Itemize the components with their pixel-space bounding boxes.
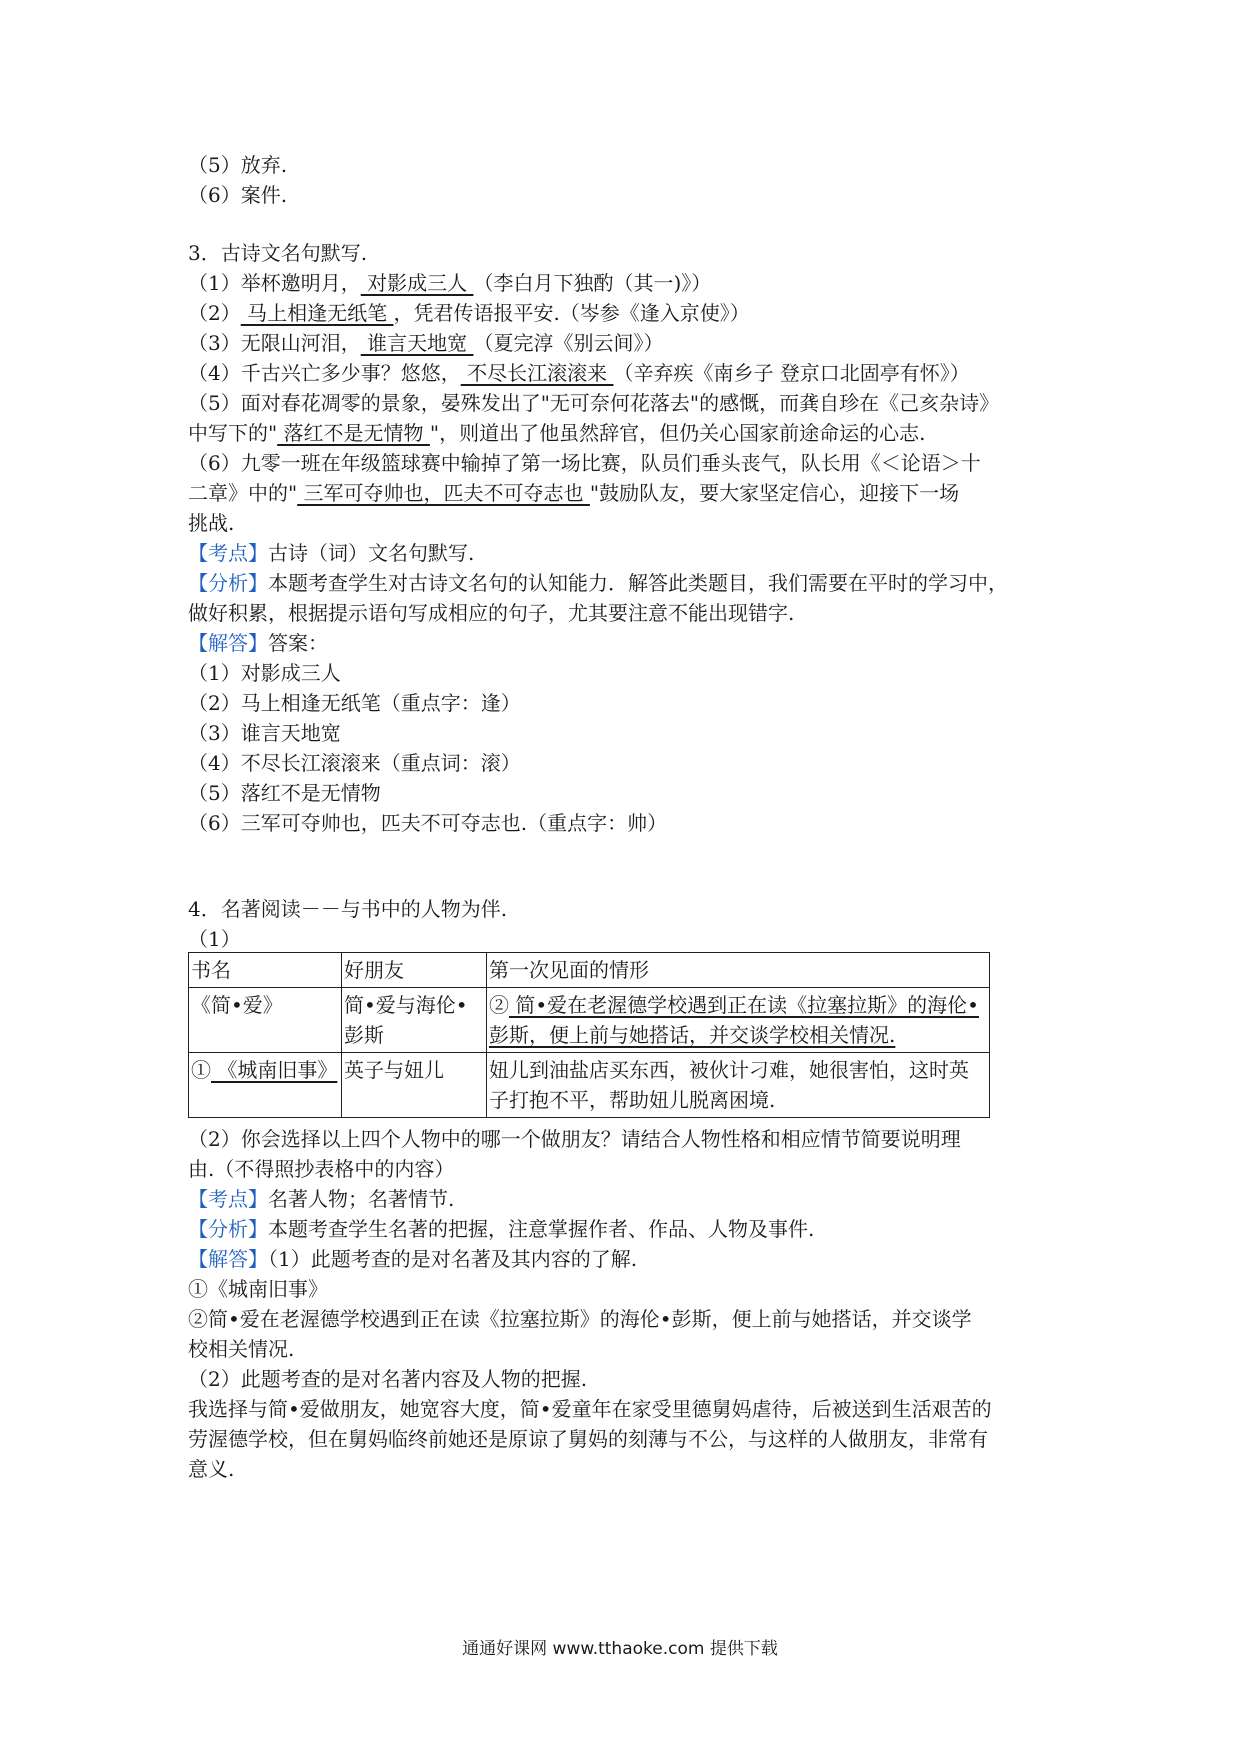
q3-answer-5: （5）落红不是无情物	[188, 781, 381, 805]
q3-l6-prompt: 中写下的"	[188, 421, 278, 445]
kaodian-tag: 【考点】	[188, 541, 268, 565]
q4-sub-2: （2）你会选择以上四个人物中的哪一个做朋友？请结合人物性格和相应情节简要说明理	[188, 1127, 961, 1151]
q4-kaodian	[188, 1184, 454, 1214]
fenxi-text: 本题考查学生名著的把握，注意掌握作者、作品、人物及事件.	[268, 1217, 815, 1241]
q3-answer-6: （6）三军可夺帅也，匹夫不可夺志也.（重点字：帅）	[188, 811, 668, 835]
table-header-cell: 第一次见面的情形	[487, 953, 990, 988]
q3-line-2	[188, 298, 750, 328]
table-cell: 简•爱与海伦•彭斯	[342, 988, 487, 1053]
jieda-tag: 【解答】	[188, 631, 268, 655]
fenxi-text: 本题考查学生对古诗文名句的认知能力．解答此类题目，我们需要在平时的学习中，	[268, 571, 1008, 595]
q3-l3-source: （夏完淳《别云间》）	[473, 331, 664, 355]
q3-answer-3: （3）谁言天地宽	[188, 721, 341, 745]
q3-l4-prompt: （4）千古兴亡多少事？悠悠，	[188, 361, 461, 385]
q3-l4-source: （辛弃疾《南乡子 登京口北固亭有怀》）	[613, 361, 970, 385]
kaodian-text: 名著人物；名著情节.	[268, 1187, 455, 1211]
q3-line-6	[188, 418, 925, 448]
q4-sub-2-cont: 由.（不得照抄表格中的内容）	[188, 1157, 455, 1181]
prev-item-5: （5）放弃.	[188, 153, 288, 177]
fenxi-tag: 【分析】	[188, 571, 268, 595]
q3-l8-answer: 三军可夺帅也，匹夫不可夺志也	[297, 481, 590, 505]
table-header-cell: 好朋友	[342, 953, 487, 988]
q3-kaodian	[188, 538, 474, 568]
q4-answer-4-cont: 劳渥德学校，但在舅妈临终前她还是原谅了舅妈的刻薄与不公，与这样的人做朋友，非常有	[188, 1427, 988, 1451]
prev-item-6: （6）案件.	[188, 183, 288, 207]
jieda-text: （1）此题考查的是对名著及其内容的了解.	[268, 1247, 638, 1271]
table-answer: 简•爱在老渥德学校遇到正在读《拉塞拉斯》的海伦•彭斯，便上前与她搭话，并交谈学校相关情况.	[489, 993, 979, 1047]
jieda-text: 答案：	[268, 631, 328, 655]
q3-l2-prompt: （2）	[188, 301, 241, 325]
q3-line-5: （5）面对春花凋零的景象，晏殊发出了"无可奈何花落去"的感慨，而龚自珍在《己亥杂诗》	[188, 391, 1000, 415]
q3-l1-answer: 对影成三人	[360, 271, 474, 295]
q3-jieda	[188, 628, 328, 658]
q4-answer-2-cont: 校相关情况.	[188, 1337, 295, 1361]
circle-number: ①	[191, 1058, 211, 1082]
q4-answer-4: 我选择与简•爱做朋友，她宽容大度，简•爱童年在家受里德舅妈虐待，后被送到生活艰苦的	[188, 1397, 992, 1421]
q3-title: 3．古诗文名句默写.	[188, 241, 368, 265]
q3-l2-answer: 马上相逢无纸笔	[240, 301, 394, 325]
q3-l8-prompt: 二章》中的"	[188, 481, 298, 505]
q3-line-1	[188, 268, 711, 298]
q3-l2-source: ，凭君传语报平安.（岑参《逢入京使》）	[393, 301, 750, 325]
q3-l6-answer: 落红不是无情物	[277, 421, 430, 445]
q3-answer-1: （1）对影成三人	[188, 661, 341, 685]
table-cell: 《简•爱》	[189, 988, 342, 1053]
table-header-cell: 书名	[189, 953, 342, 988]
q4-answer-2: ②简•爱在老渥德学校遇到正在读《拉塞拉斯》的海伦•彭斯，便上前与她搭话，并交谈学	[188, 1307, 972, 1331]
table-row	[189, 988, 990, 1053]
q4-fenxi	[188, 1214, 814, 1244]
table-header-row	[189, 953, 990, 988]
q3-line-3	[188, 328, 663, 358]
table-answer: 《城南旧事》	[211, 1058, 338, 1082]
q3-line-8	[188, 478, 959, 508]
q3-answer-4: （4）不尽长江滚滚来（重点词：滚）	[188, 751, 521, 775]
jieda-tag: 【解答】	[188, 1247, 268, 1271]
q3-fenxi	[188, 568, 1008, 598]
q3-answer-2: （2）马上相逢无纸笔（重点字：逢）	[188, 691, 521, 715]
q3-l8-rest: "鼓励队友，要大家坚定信心，迎接下一场	[589, 481, 960, 505]
q3-line-7: （6）九零一班在年级篮球赛中输掉了第一场比赛，队员们垂头丧气，队长用《＜论语＞十	[188, 451, 981, 475]
kaodian-text: 古诗（词）文名句默写.	[268, 541, 475, 565]
q3-l6-rest: "，则道出了他虽然辞官，但仍关心国家前途命运的心志.	[429, 421, 926, 445]
table-cell	[189, 1053, 342, 1118]
q4-answer-4-end: 意义.	[188, 1457, 235, 1481]
q3-l3-prompt: （3）无限山河泪，	[188, 331, 361, 355]
table-row	[189, 1053, 990, 1118]
q3-l4-answer: 不尽长江滚滚来	[460, 361, 614, 385]
table-cell: 妞儿到油盐店买东西，被伙计刁难，她很害怕，这时英子打抱不平，帮助妞儿脱离困境.	[487, 1053, 990, 1118]
fenxi-tag: 【分析】	[188, 1217, 268, 1241]
book-table	[188, 952, 990, 1118]
q4-answer-1: ①《城南旧事》	[188, 1277, 328, 1301]
table-cell: 英子与妞儿	[342, 1053, 487, 1118]
q3-line-4	[188, 358, 970, 388]
circle-number: ②	[489, 993, 509, 1017]
q3-line-9: 挑战.	[188, 511, 235, 535]
q3-l3-answer: 谁言天地宽	[360, 331, 474, 355]
q3-fenxi-2: 做好积累，根据提示语句写成相应的句子，尤其要注意不能出现错字.	[188, 601, 795, 625]
table-cell	[487, 988, 990, 1053]
q3-l1-prompt: （1）举杯邀明月，	[188, 271, 361, 295]
q4-title: 4．名著阅读－－与书中的人物为伴.	[188, 897, 508, 921]
q4-answer-3: （2）此题考查的是对名著内容及人物的把握.	[188, 1367, 588, 1391]
q3-l1-source: （李白月下独酌（其一)》）	[473, 271, 712, 295]
kaodian-tag: 【考点】	[188, 1187, 268, 1211]
page-footer: 通通好课网 www.tthaoke.com 提供下载	[462, 1639, 778, 1659]
q4-jieda	[188, 1244, 637, 1274]
q4-sub-1: （1）	[188, 927, 241, 951]
